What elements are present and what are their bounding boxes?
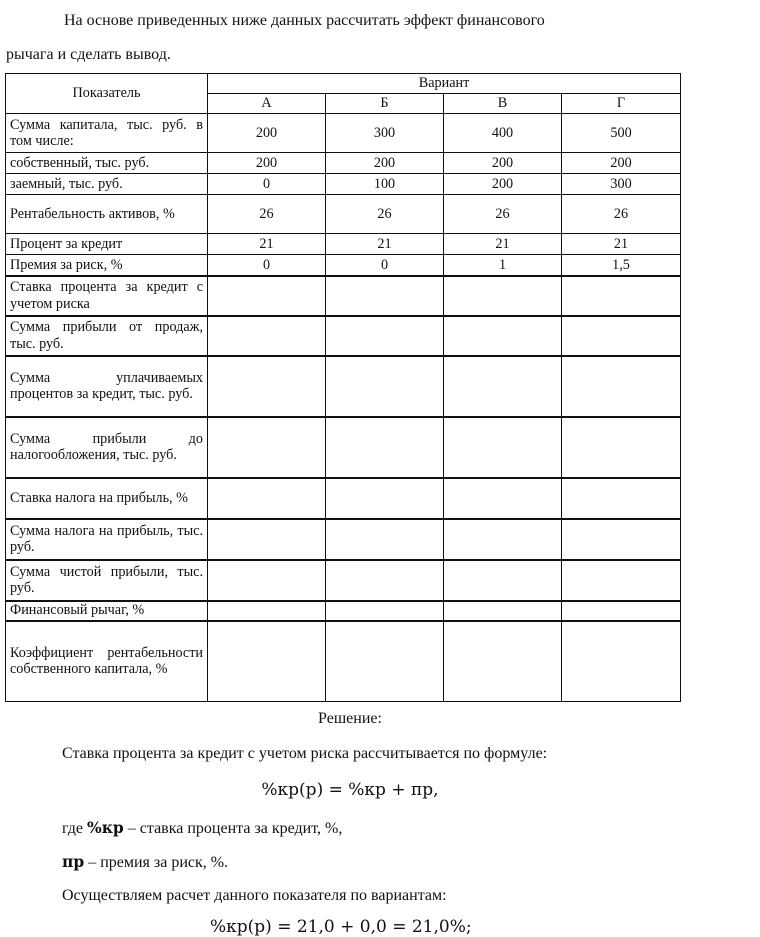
cell — [208, 560, 326, 601]
cell — [208, 621, 326, 702]
cell: 26 — [444, 195, 562, 234]
row-label: Ставка процента за кредит с учетом риска — [6, 276, 208, 316]
cell — [562, 601, 681, 621]
cell — [326, 478, 444, 519]
cell — [562, 417, 681, 478]
cell: 0 — [208, 174, 326, 195]
cell — [444, 276, 562, 316]
row-label: Процент за кредит — [6, 234, 208, 255]
row-label: Сумма налога на прибыль, тыс. руб. — [6, 519, 208, 560]
cell — [562, 560, 681, 601]
table-row — [6, 255, 681, 276]
cell — [444, 560, 562, 601]
header-variant-v: В — [444, 94, 562, 114]
row-label: заемный, тыс. руб. — [6, 174, 208, 195]
task-statement — [6, 4, 690, 72]
row-label: Сумма прибыли до налогообложения, тыс. руб. — [6, 417, 208, 478]
legend-symbol-premium: пр — [62, 852, 85, 871]
cell — [208, 276, 326, 316]
table-row — [6, 601, 681, 621]
cell: 100 — [326, 174, 444, 195]
solution-paragraph-2: Осуществляем расчет данного показателя по вариантам: — [62, 887, 447, 904]
cell: 26 — [208, 195, 326, 234]
cell — [562, 356, 681, 417]
table-row — [6, 316, 681, 356]
legend-text-rate: – ставка процента за кредит, %, — [123, 820, 343, 837]
cell — [444, 356, 562, 417]
cell: 21 — [208, 234, 326, 255]
row-label: Рентабельность активов, % — [6, 195, 208, 234]
solution-title: Решение: — [318, 710, 382, 727]
row-label: Коэффициент рентабельности собственного капитала, % — [6, 621, 208, 702]
cell — [444, 519, 562, 560]
cell — [208, 519, 326, 560]
cell: 200 — [326, 153, 444, 174]
row-label: Сумма капитала, тыс. руб. в том числе: — [6, 114, 208, 153]
header-variant-b: Б — [326, 94, 444, 114]
formula-legend-premium — [62, 852, 760, 872]
cell: 0 — [208, 255, 326, 276]
table-row — [6, 560, 681, 601]
cell: 300 — [562, 174, 681, 195]
table-row — [6, 356, 681, 417]
cell — [326, 519, 444, 560]
cell — [444, 478, 562, 519]
calculation-line-cut: %кр(р) = 21,0 + 0,0 = 21,0%; — [210, 917, 472, 937]
row-label: Сумма прибыли от продаж, тыс. руб. — [6, 316, 208, 356]
cell — [326, 417, 444, 478]
cell — [562, 276, 681, 316]
table-row — [6, 621, 681, 702]
cell: 21 — [326, 234, 444, 255]
cell — [208, 316, 326, 356]
cell: 21 — [562, 234, 681, 255]
row-label: Финансовый рычаг, % — [6, 601, 208, 621]
cell — [208, 356, 326, 417]
cell — [444, 316, 562, 356]
cell — [444, 601, 562, 621]
row-label: Премия за риск, % — [6, 255, 208, 276]
header-variant-g: Г — [562, 94, 681, 114]
cell: 400 — [444, 114, 562, 153]
row-label: Ставка налога на прибыль, % — [6, 478, 208, 519]
cell: 200 — [562, 153, 681, 174]
cell: 26 — [326, 195, 444, 234]
header-variant-a: А — [208, 94, 326, 114]
header-variant-group: Вариант — [208, 74, 681, 94]
cell: 200 — [208, 114, 326, 153]
table-row — [6, 195, 681, 234]
cell — [326, 621, 444, 702]
cell: 200 — [208, 153, 326, 174]
task-line-1: На основе приведенных ниже данных рассчитать эффект финансового — [64, 12, 545, 29]
cell — [326, 601, 444, 621]
cell — [326, 316, 444, 356]
row-label: Сумма чистой прибыли, тыс. руб. — [6, 560, 208, 601]
legend-prefix: где — [62, 820, 88, 837]
cell — [562, 316, 681, 356]
table-row — [6, 174, 681, 195]
cell — [444, 417, 562, 478]
cell — [562, 621, 681, 702]
cell: 300 — [326, 114, 444, 153]
solution-paragraph-1: Ставка процента за кредит с учетом риска рассчитывается по формуле: — [62, 745, 548, 762]
cell — [208, 417, 326, 478]
cell: 0 — [326, 255, 444, 276]
cell: 200 — [444, 153, 562, 174]
cell: 1,5 — [562, 255, 681, 276]
cell — [326, 356, 444, 417]
cell — [444, 621, 562, 702]
cell — [562, 519, 681, 560]
row-label: Сумма уплачиваемых процентов за кредит, тыс. руб. — [6, 356, 208, 417]
row-label: собственный, тыс. руб. — [6, 153, 208, 174]
legend-text-premium: – премия за риск, %. — [84, 854, 229, 871]
header-indicator: Показатель — [6, 74, 208, 114]
cell — [326, 276, 444, 316]
data-table — [5, 73, 681, 702]
cell — [562, 478, 681, 519]
legend-symbol-rate: %кр — [87, 818, 124, 837]
table-row — [6, 417, 681, 478]
table-row — [6, 234, 681, 255]
table-row — [6, 276, 681, 316]
formula-legend-rate — [62, 818, 760, 838]
cell: 200 — [444, 174, 562, 195]
table-row — [6, 478, 681, 519]
cell: 21 — [444, 234, 562, 255]
cell — [208, 601, 326, 621]
table-row — [6, 519, 681, 560]
risk-rate-formula: %кр(р) = %кр + пр, — [261, 780, 439, 800]
cell — [326, 560, 444, 601]
cell — [208, 478, 326, 519]
cell: 26 — [562, 195, 681, 234]
cell: 500 — [562, 114, 681, 153]
task-line-2: рычага и сделать вывод. — [6, 46, 171, 63]
table-row — [6, 114, 681, 153]
cell: 1 — [444, 255, 562, 276]
table-row — [6, 153, 681, 174]
